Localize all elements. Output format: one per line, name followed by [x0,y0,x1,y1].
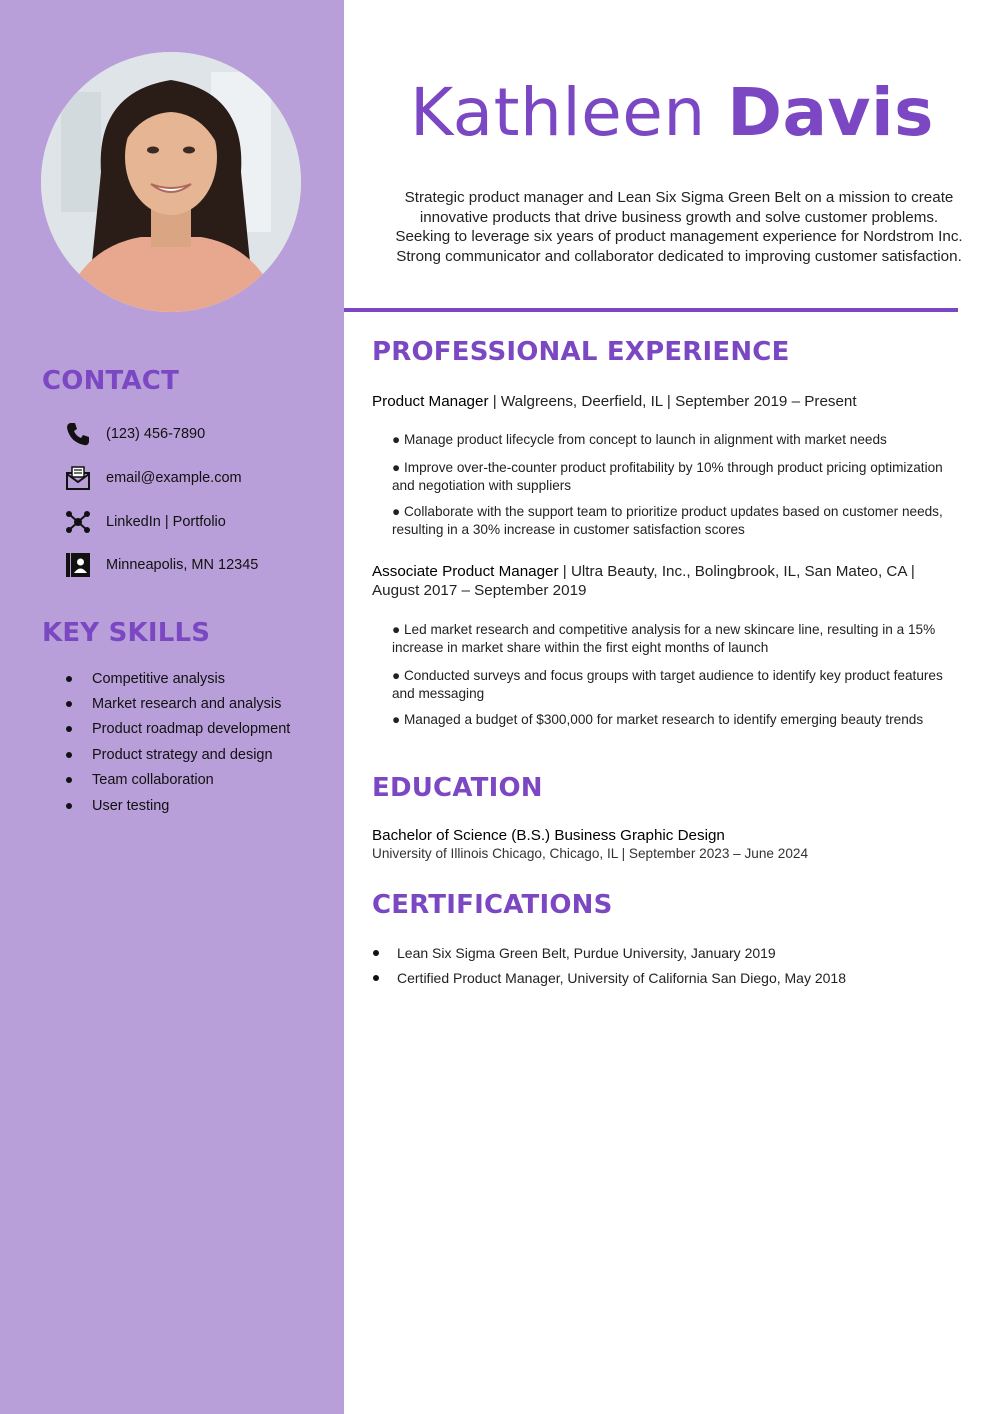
education-degree: Bachelor of Science (B.S.) Business Graphic Design [372,827,725,844]
bullet-icon [66,777,72,783]
summary-text: Strategic product manager and Lean Six Sigma Green Belt on a mission to create innovative products that drive business growth and solve customer problems. Seeking to leverage six years of product management experience for Nordstrom Inc. Strong communicator and collaborator dedicated to improving customer satisfaction. [395,189,963,265]
phone-icon [64,420,92,448]
job-bullet: ● Led market research and competitive analysis for a new skincare line, resulting in a 15% increase in market share within the first eight months of launch [392,622,936,655]
experience-heading: PROFESSIONAL EXPERIENCE [372,337,790,367]
skills-heading: KEY SKILLS [42,618,211,648]
education-heading: EDUCATION [372,773,543,803]
bullet-icon [373,950,379,956]
envelope-icon [64,464,92,492]
location-text: Minneapolis, MN 12345 [106,557,259,573]
bullet-icon [373,975,379,981]
bullet-icon [66,752,72,758]
person-portrait-icon [41,52,301,312]
address-book-icon [64,551,92,579]
list-item: Certified Product Manager, University of California San Diego, May 2018 [372,966,846,992]
list-item: Market research and analysis [64,691,290,716]
links-text[interactable]: LinkedIn | Portfolio [106,514,226,530]
profile-photo [41,52,301,312]
list-item: Lean Six Sigma Green Belt, Purdue University, January 2019 [372,940,846,966]
candidate-name [344,74,1000,151]
contact-heading: CONTACT [42,366,179,396]
certifications-heading: CERTIFICATIONS [372,890,613,920]
job-bullet: ● Conducted surveys and focus groups with target audience to identify key product features and messaging [392,668,943,701]
main-content [344,0,1000,1414]
list-item: Team collaboration [64,768,290,793]
contact-email [64,463,242,493]
job-title: Product Manager | Walgreens, Deerfield, IL | September 2019 – Present [372,393,857,410]
sidebar [0,0,344,1414]
list-item: Competitive analysis [64,666,290,691]
bullet-icon [66,803,72,809]
skills-list [64,666,290,818]
job-bullet: ● Managed a budget of $300,000 for market research to identify emerging beauty trends [392,712,924,727]
bullet-icon [66,676,72,682]
divider [344,308,958,312]
phone-text: (123) 456-7890 [106,426,206,442]
list-item: Product strategy and design [64,742,290,767]
list-item: Product roadmap development [64,717,290,742]
bullet-icon [66,701,72,707]
job-bullet: ● Manage product lifecycle from concept to launch in alignment with market needs [392,432,887,447]
contact-links [64,507,226,537]
job-bullet: ● Collaborate with the support team to prioritize product updates based on customer needs, resulting in a 30% increase in customer satisfaction scores [392,504,943,537]
contact-phone [64,419,206,449]
email-text: email@example.com [106,470,242,486]
network-icon [64,508,92,536]
bullet-icon [66,726,72,732]
list-item: User testing [64,793,290,818]
first-name: Kathleen [410,74,706,151]
last-name: Davis [727,74,934,151]
certifications-list [372,940,846,991]
education-school: University of Illinois Chicago, Chicago, IL | September 2023 – June 2024 [372,846,809,861]
job-title: Associate Product Manager | Ultra Beauty, Inc., Bolingbrook, IL, San Mateo, CA | August 2017 – September 2019 [372,563,915,599]
contact-location [64,550,259,580]
job-bullet: ● Improve over-the-counter product profitability by 10% through product pricing optimization and negotiation with suppliers [392,460,943,493]
